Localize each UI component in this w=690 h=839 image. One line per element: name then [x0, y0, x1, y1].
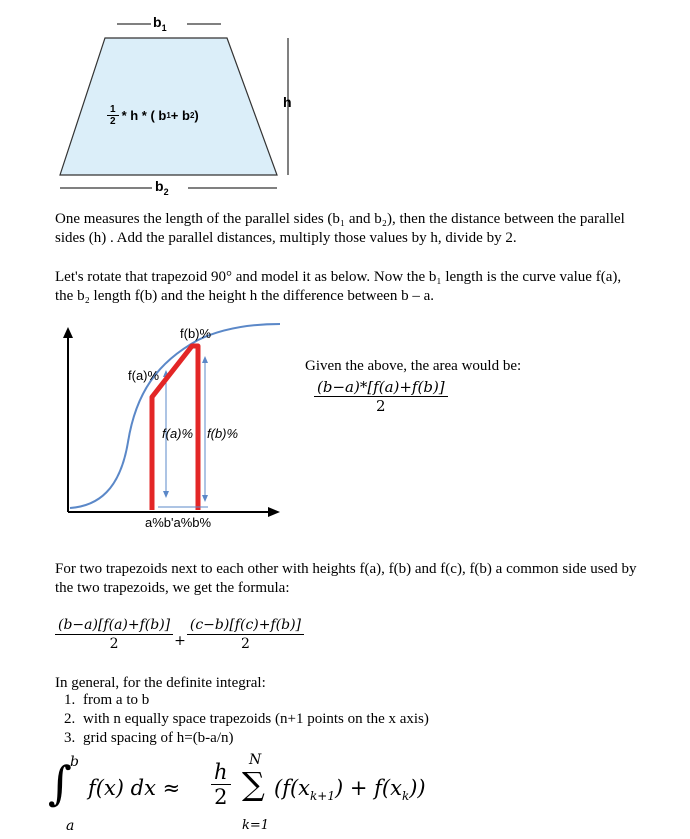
fb-arrow-head-bottom — [202, 495, 208, 502]
graph-label-fb-top: f(b)% — [180, 326, 212, 341]
area-formula-numerator: (b−a)*[f(a)+f(b)] — [314, 378, 448, 397]
b1-label: $b_1$ — [153, 14, 167, 33]
integral-sign: ∫ — [48, 756, 72, 810]
integrand: f(x) dx ≈ — [88, 776, 181, 800]
trapezoid-area-formula: $\frac{1}{2}$ * h * ( b 1 + b 2 ) — [107, 104, 199, 127]
list-item: 3. grid spacing of h=(b-a/n) — [79, 729, 429, 748]
sum-upper-limit: N — [249, 752, 262, 768]
integral-lower-limit: a — [66, 818, 75, 834]
half-fraction: $\frac{1}{2}$ — [107, 104, 119, 127]
trapezoid-figure — [55, 0, 315, 200]
graph-label-fb-mid: f(b)% — [207, 426, 239, 441]
list-item: 1. from a to b — [79, 691, 429, 710]
list-item: 2. with n equally space trapezoids (n+1 points on the x axis) — [79, 710, 429, 729]
b2-label: $b_2$ — [155, 178, 169, 197]
area-formula-denominator: 2 — [376, 397, 386, 415]
function-curve — [70, 324, 280, 508]
trapezoid-rule-integral — [48, 752, 508, 838]
graph-label-fa: f(a)% — [128, 368, 160, 383]
fa-arrow-head-bottom — [163, 491, 169, 498]
h-over-2: $\frac{h}{2}$ — [211, 760, 231, 809]
trapezoid-svg — [55, 0, 315, 200]
h-label: h — [283, 94, 292, 110]
x-axis-arrow — [268, 507, 280, 517]
general-intro: In general, for the definite integral: — [55, 675, 266, 691]
sum-lower-limit: k=1 — [242, 818, 270, 833]
graph-label-x-axis: a%b'a%b% — [145, 515, 212, 530]
paragraph-trapezoid-explanation: One measures the length of the parallel sides (b₁ and b₂), then the distance between the parallel sides (h) . Add the parallel distances, multiply those values by h, divide by 2. — [55, 211, 625, 246]
fb-arrow-head-top — [202, 356, 208, 363]
general-list — [55, 691, 429, 748]
paragraph-rotate-explanation: Let's rotate that trapezoid 90° and model it as below. Now the b₁ length is the curve value f(a), the b₂ length f(b) and the height h the difference between b – a. — [55, 269, 622, 304]
two-trap-fraction-1: $\frac{(b-a)[f(a)+f(b)]}{2}$ — [55, 616, 173, 653]
plus-sign: + — [174, 632, 186, 649]
y-axis-arrow — [63, 327, 73, 338]
graph-label-fa-mid: f(a)% — [162, 426, 194, 441]
summation-sign: ∑ — [242, 765, 265, 803]
sum-body: $(f(x_{k+1}) + f(x_k))$ — [274, 776, 426, 804]
integral-upper-limit: b — [70, 754, 79, 770]
area-formula — [314, 378, 448, 415]
two-trap-fraction-2: $\frac{(c-b)[f(c)+f(b)]}{2}$ — [187, 616, 304, 653]
paragraph-two-trapezoids: For two trapezoids next to each other with heights f(a), f(b) and f(c), f(b) a common side used by the two trapezoids, we get the formula: — [55, 561, 637, 596]
given-text: Given the above, the area would be: — [305, 358, 522, 374]
two-trapezoid-formula — [55, 616, 304, 653]
